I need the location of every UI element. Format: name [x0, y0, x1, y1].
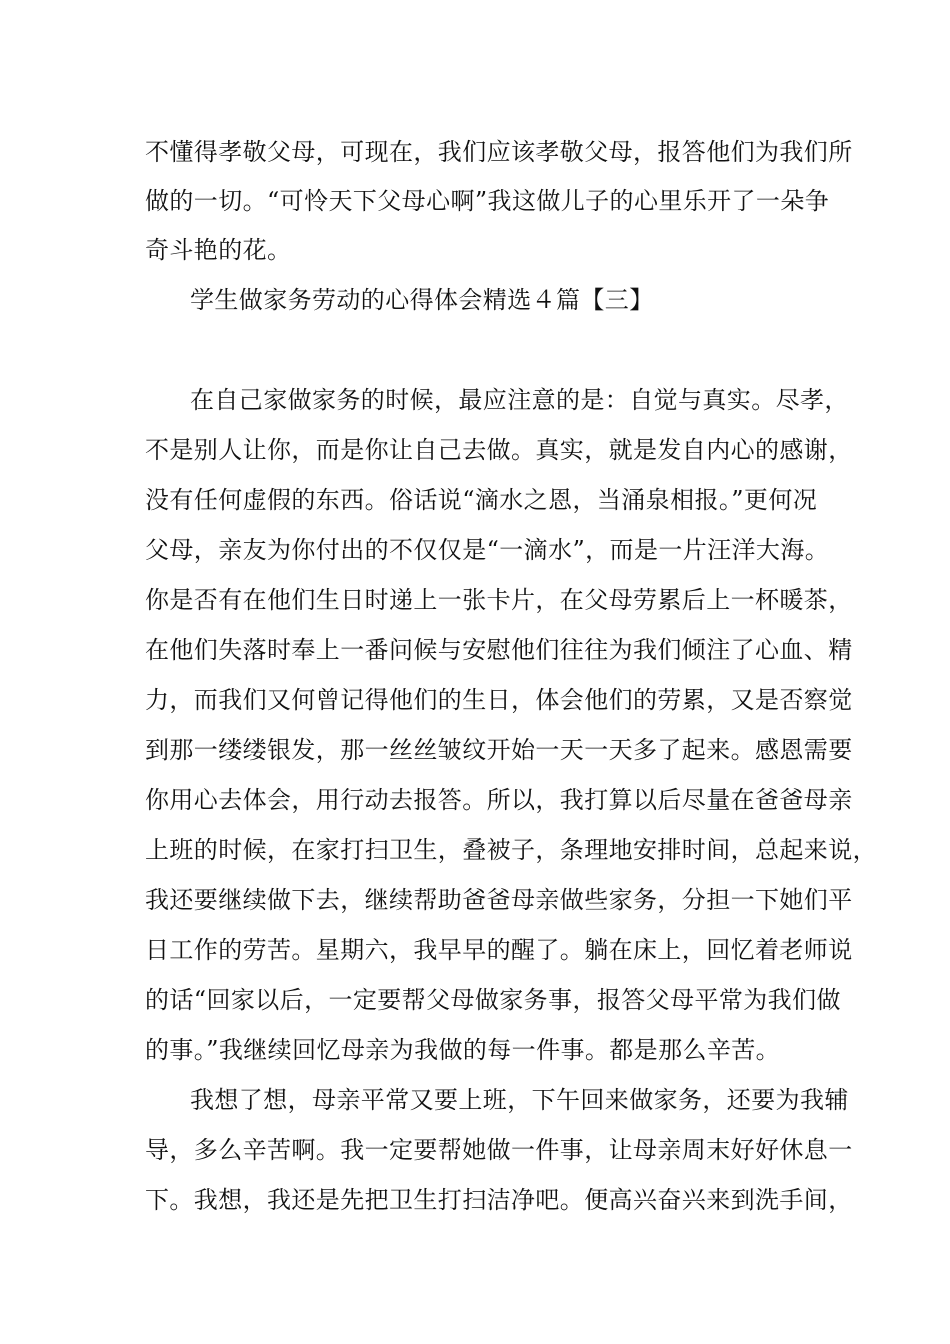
paragraph-1-line-12: 日工作的劳苦。星期六，我早早的醒了。躺在床上，回忆着老师说	[145, 936, 853, 964]
continuation-line-2: 做的一切。“可怜天下父母心啊”我这做儿子的心里乐开了一朵争	[145, 187, 830, 215]
paragraph-1-line-7: 力，而我们又何曾记得他们的生日，体会他们的劳累，又是否察觉	[145, 686, 853, 714]
paragraph-1-line-11: 我还要继续做下去，继续帮助爸爸母亲做些家务，分担一下她们平	[145, 886, 853, 914]
paragraph-2-line-2: 导，多么辛苦啊。我一定要帮她做一件事，让母亲周末好好休息一	[145, 1136, 853, 1164]
paragraph-1-line-13: 的话“回家以后，一定要帮父母做家务事，报答父母平常为我们做	[145, 986, 841, 1014]
paragraph-1-line-3: 没有任何虚假的东西。俗话说“滴水之恩，当涌泉相报。”更何况	[145, 486, 818, 514]
paragraph-1-line-14: 的事。”我继续回忆母亲为我做的每一件事。都是那么辛苦。	[145, 1036, 781, 1064]
continuation-line-3: 奇斗艳的花。	[145, 236, 292, 264]
paragraph-1-line-1: 在自己家做家务的时候，最应注意的是：自觉与真实。尽孝，	[190, 386, 849, 414]
paragraph-2-line-3: 下。我想，我还是先把卫生打扫洁净吧。便高兴奋兴来到洗手间，	[145, 1186, 853, 1214]
section-title: 学生做家务劳动的心得体会精选４篇【三】	[190, 286, 654, 314]
paragraph-2-line-1: 我想了想，母亲平常又要上班，下午回来做家务，还要为我辅	[190, 1086, 849, 1114]
continuation-line-1: 不懂得孝敬父母，可现在，我们应该孝敬父母，报答他们为我们所	[145, 138, 853, 166]
paragraph-1-line-9: 你用心去体会，用行动去报答。所以，我打算以后尽量在爸爸母亲	[145, 786, 853, 814]
paragraph-1-line-4: 父母，亲友为你付出的不仅仅是“一滴水”，而是一片汪洋大海。	[145, 536, 830, 564]
paragraph-1-line-2: 不是别人让你，而是你让自己去做。真实，就是发自内心的感谢，	[145, 436, 853, 464]
paragraph-1-line-6: 在他们失落时奉上一番问候与安慰他们往往为我们倾注了心血、精	[145, 636, 853, 664]
paragraph-1-line-5: 你是否有在他们生日时递上一张卡片，在父母劳累后上一杯暖茶，	[145, 586, 853, 614]
paragraph-1-line-10: 上班的时候，在家打扫卫生，叠被子，条理地安排时间，总起来说，	[145, 836, 877, 864]
paragraph-1-line-8: 到那一缕缕银发，那一丝丝皱纹开始一天一天多了起来。感恩需要	[145, 736, 853, 764]
